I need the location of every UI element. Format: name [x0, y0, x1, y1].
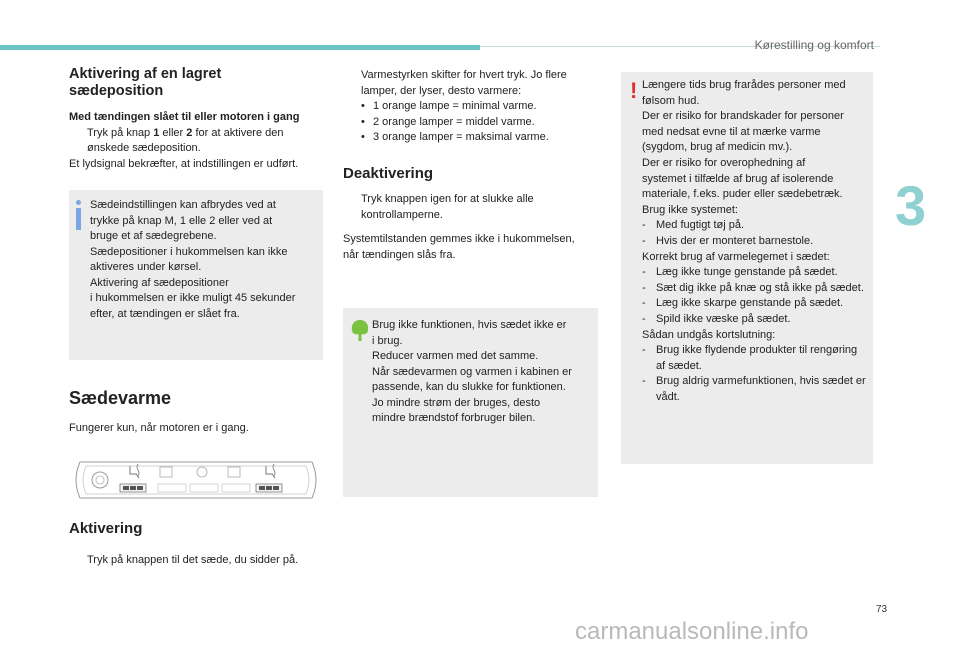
arrow-bullet-icon: [69, 126, 87, 142]
eco-note-text: Brug ikke funktionen, hvis sædet ikke er i brug. Reducer varmen med det samme. Når sædevarmen og varmen i kabinen er passende, kan du slukke for funktionen. Jo mindre strøm der bruges, desto mindre brændstof forbruger bilen.: [372, 319, 572, 424]
section-stored-position: [69, 66, 323, 172]
list-item: - Med fugtigt tøj på.: [642, 219, 745, 232]
page-number: 73: [876, 604, 888, 615]
step-continuation: ønskede sædeposition.: [87, 142, 201, 154]
rear-defrost-button[interactable]: [222, 467, 250, 492]
list-item: - Læg ikke tunge genstande på sædet.: [642, 266, 838, 279]
right-seat-heating-button[interactable]: [256, 464, 282, 492]
arrow-bullet-icon: [343, 68, 361, 99]
list-item: - Læg ikke skarpe genstande på sædet.: [642, 297, 844, 310]
list-item: - Spild ikke væske på sædet.: [642, 312, 791, 325]
list-item: - Brug aldrig varmefunktionen, hvis sædet er vådt.: [642, 375, 866, 403]
heading-line: Aktivering af en lagret: [69, 66, 222, 82]
condition-text: Med tændingen slået til eller motoren i gang: [69, 111, 300, 123]
defrost-button[interactable]: [158, 467, 186, 492]
heading-seat-heating: Sædevarme: [69, 388, 172, 408]
heat-level-item: • 2 orange lamper = middel varme.: [361, 115, 535, 128]
info-icon: [76, 200, 81, 230]
deactivation-step: [343, 192, 601, 223]
heading-line: sædeposition: [69, 83, 164, 99]
heading-deactivation: Deaktivering: [343, 165, 434, 182]
list-item: - Brug ikke flydende produkter til rengøring af sædet.: [642, 344, 858, 372]
heat-intro-text: Varmestyrken skifter for hvert tryk. Jo flere lamper, der lyser, desto varmere:: [361, 69, 567, 97]
info-note-text: Sædeindstillingen kan afbrydes ved at trykke på knap M, 1 elle 2 eller ved at bruge et af sædegrebene. Sædepositioner i hukommelsen kan ikke aktiveres under kørsel. Aktivering af sædepositioner i hukommelsen er ikke muligt 45 sekunder efter, at tændingen er slået fra.: [90, 199, 296, 320]
chapter-title: Kørestilling og komfort: [754, 38, 874, 52]
info-note: [69, 190, 323, 360]
seat-heating-control-panel: [70, 458, 322, 502]
step-text: Tryk på knap 1 eller 2 for at aktivere den: [87, 126, 284, 139]
arrow-bullet-icon: [69, 553, 87, 569]
header-accent-bar: [0, 45, 480, 50]
memory-text: Systemtilstanden gemmes ikke i hukommelsen, når tændingen slås fra.: [343, 233, 575, 261]
list-item: - Sæt dig ikke på knæ og stå ikke på sædet.: [642, 281, 864, 294]
deactivation-step-text: Tryk knappen igen for at slukke alle kontrollamperne.: [361, 193, 534, 221]
heading-activation: Aktivering: [69, 520, 143, 537]
heading-stored-position: [69, 66, 323, 100]
seat-heating-text: Fungerer kun, når motoren er i gang.: [69, 422, 249, 434]
heat-intro: [343, 68, 601, 99]
warning-note-text: Længere tids brug frarådes personer med følsom hud. Der er risiko for brandskader for personer med nedsat evne til at mærke varme (sygdom, brug af medicin mv.). Der er risiko for overophedning af systemet i tilfælde af brug af isolerende materiale, f.eks. puder eller sædebetræk. Brug ikke systemet: - Med fugtigt tøj på. - Hvis der er monteret barnestole. Korrekt brug af varmelegemet i sædet: - Læg ikke tunge genstande på sædet. - Sæt dig ikke på knæ og stå ikke på sædet. - Læg ikke skarpe genstande på sædet. - Spild ikke væske på sædet. Sådan undgås kortslutning: - Brug ikke flydende produkter til rengøring af sædet. - Brug aldrig varmefunktionen, hvis sædet er vådt.: [642, 78, 867, 405]
step-item: [69, 126, 323, 142]
chapter-number: 3: [895, 174, 927, 237]
recirculation-button[interactable]: [190, 467, 218, 492]
left-seat-heating-button[interactable]: [120, 464, 146, 492]
warning-icon: !: [630, 78, 638, 103]
heat-level-item: • 3 orange lamper = maksimal varme.: [361, 131, 549, 143]
list-item: - Hvis der er monteret barnestole.: [642, 234, 814, 247]
heat-levels: [343, 68, 601, 146]
heat-level-item: • 1 orange lampe = minimal varme.: [361, 100, 537, 112]
watermark: carmanualsonline.info: [575, 618, 809, 645]
eco-note: [343, 308, 598, 497]
arrow-bullet-icon: [343, 192, 361, 223]
eco-tree-icon: [349, 318, 371, 342]
activation-step-text: Tryk på knappen til det sæde, du sidder på.: [87, 554, 299, 566]
warning-note: [621, 72, 873, 464]
signal-text: Et lydsignal bekræfter, at indstillingen er udført.: [69, 157, 299, 170]
activation-step: [69, 553, 329, 569]
